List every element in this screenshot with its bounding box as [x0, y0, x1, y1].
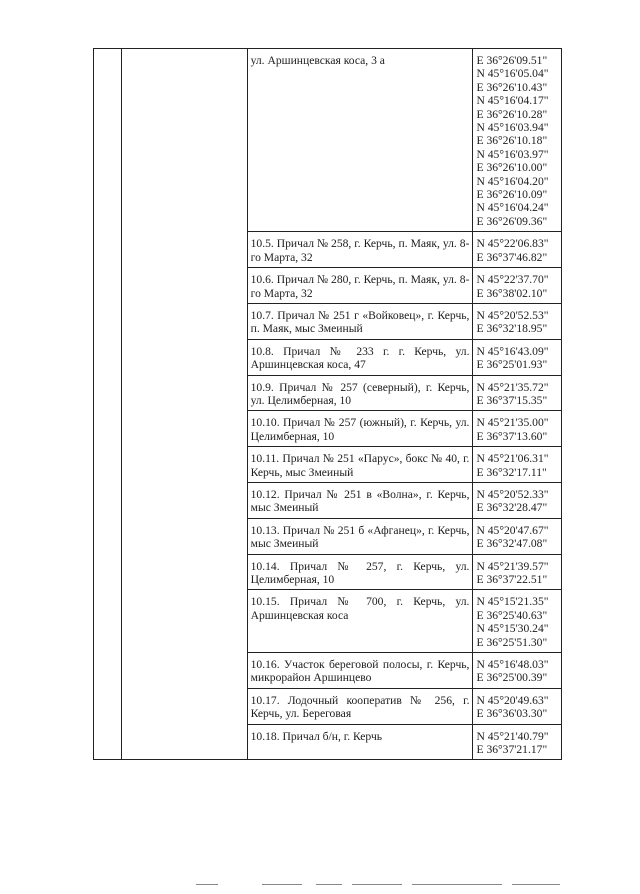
coordinate: E 36°37'21.17": [476, 743, 548, 757]
coordinate: E 36°36'03.30": [476, 707, 548, 721]
row-description-text: 10.16. Участок береговой полосы, г. Керчь, микрорайон Аршинцево: [250, 658, 470, 685]
coordinate: N 45°16'04.17": [476, 94, 549, 108]
row-coordinates: [473, 303, 562, 339]
row-coordinates: [473, 339, 562, 375]
row-coordinates: [473, 653, 562, 689]
coordinate: N 45°22'37.70": [476, 273, 549, 287]
row-description: [247, 411, 473, 447]
row-description-text: 10.18. Причал б/н, г. Керчь: [250, 729, 383, 743]
row-coordinates: [473, 482, 562, 518]
coordinate: E 36°25'51.30": [476, 635, 548, 649]
scan-artifact-line: [262, 884, 302, 885]
row-description-text: 10.9. Причал № 257 (северный), г. Керчь, ул. Целимберная, 10: [250, 380, 470, 407]
coordinate: E 36°38'02.10": [476, 286, 548, 300]
row-description-text: 10.7. Причал № 251 г «Войковец», г. Керчь, п. Маяк, мыс Змеиный: [250, 308, 470, 336]
row-coordinates: [473, 688, 562, 724]
row-coordinates: [473, 375, 562, 411]
row-coordinates: [473, 554, 562, 590]
coordinate: N 45°21'39.57": [476, 559, 549, 573]
row-coordinates: [473, 724, 562, 760]
row-description: [247, 339, 473, 375]
coordinate: E 36°26'10.43": [476, 80, 548, 94]
row-description-text: 10.5. Причал № 258, г. Керчь, п. Маяк, ул. 8-го Марта, 32: [250, 237, 470, 264]
coordinate: N 45°16'48.03": [476, 658, 549, 672]
row-description: [247, 554, 473, 590]
row-description-text: 10.13. Причал № 251 б «Афганец», г. Керчь, мыс Змеиный: [250, 523, 470, 551]
coordinate: E 36°26'09.36": [476, 214, 548, 228]
row-description: [247, 590, 473, 653]
row-description-text: 10.10. Причал № 257 (южный), г. Керчь, ул. Целимберная, 10: [250, 416, 470, 443]
coordinate: N 45°20'52.53": [476, 308, 549, 322]
coordinate: E 36°26'10.00": [476, 161, 548, 175]
empty-column-1: [94, 49, 122, 760]
coordinate: N 45°22'06.83": [476, 237, 549, 251]
coordinate: E 36°26'10.28": [476, 107, 548, 121]
coordinate: E 36°37'13.60": [476, 429, 548, 443]
scan-artifact-line: [352, 884, 402, 885]
row-description: [247, 303, 473, 339]
coordinate: N 45°16'05.04": [476, 67, 549, 81]
row-description-text: 10.14. Причал № 257, г. Керчь, ул. Целимберная, 10: [250, 559, 470, 586]
row-description: [247, 724, 473, 760]
row-coordinates: [473, 232, 562, 268]
row-description-text: 10.17. Лодочный кооператив № 256, г. Керчь, ул. Береговая: [250, 693, 470, 721]
coordinate: E 36°26'10.09": [476, 188, 548, 202]
coordinate: E 36°32'28.47": [476, 501, 548, 515]
coordinate: N 45°16'03.94": [476, 121, 549, 135]
row-coordinates: [473, 590, 562, 653]
coordinate: E 36°26'10.18": [476, 134, 548, 148]
table-row: [94, 49, 562, 232]
row-coordinates: [473, 49, 562, 232]
table-body: [94, 49, 562, 760]
row-description-text: 10.8. Причал № 233 г. г. Керчь, ул. Аршинцевская коса, 47: [250, 344, 470, 372]
coordinate: N 45°20'49.63": [476, 693, 549, 707]
scan-artifact-line: [512, 884, 560, 885]
row-description-text: 10.15. Причал № 700, г. Керчь, ул. Аршинцевская коса: [250, 595, 470, 622]
row-description: [247, 518, 473, 554]
row-description-text: 10.11. Причал № 251 «Парус», бокс № 40, г. Керчь, мыс Змеиный: [250, 452, 470, 479]
coordinate: N 45°20'52.33": [476, 487, 549, 501]
scan-artifact-line: [316, 884, 342, 885]
coordinate: N 45°15'30.24": [476, 622, 549, 636]
coordinate: E 36°26'09.51": [476, 54, 548, 67]
row-description: [247, 268, 473, 304]
coordinate: N 45°21'35.72": [476, 380, 549, 394]
coordinate: N 45°20'47.67": [476, 523, 549, 537]
row-description: [247, 447, 473, 483]
row-description-text: 10.6. Причал № 280, г. Керчь, п. Маяк, ул. 8-го Марта, 32: [250, 273, 470, 300]
row-coordinates: [473, 268, 562, 304]
coordinate: E 36°25'01.93": [476, 358, 548, 372]
coordinate: N 45°21'06.31": [476, 452, 549, 466]
coordinate: N 45°15'21.35": [476, 595, 549, 609]
coordinate: E 36°32'17.11": [476, 465, 547, 479]
coordinate: N 45°21'40.79": [476, 729, 549, 743]
row-coordinates: [473, 518, 562, 554]
row-description: [247, 653, 473, 689]
coordinate: N 45°16'03.97": [476, 147, 549, 161]
coordinate: N 45°16'04.20": [476, 174, 549, 188]
row-description: [247, 482, 473, 518]
coordinate: E 36°37'22.51": [476, 573, 548, 586]
coordinate: E 36°37'46.82": [476, 250, 548, 264]
coordinate: N 45°21'35.00": [476, 416, 549, 430]
row-coordinates: [473, 447, 562, 483]
coordinate: N 45°16'43.09": [476, 344, 549, 358]
row-description: [247, 375, 473, 411]
coordinate: E 36°37'15.35": [476, 393, 548, 407]
row-description: [247, 49, 473, 232]
scan-artifact-line: [412, 884, 502, 885]
row-description-text: ул. Аршинцевская коса, 3 а: [250, 54, 385, 67]
row-coordinates: [473, 411, 562, 447]
row-description: [247, 232, 473, 268]
row-description-text: 10.12. Причал № 251 в «Волна», г. Керчь, мыс Змеиный: [250, 487, 470, 515]
coordinates-table: [93, 48, 562, 760]
coordinate: E 36°25'00.39": [476, 671, 548, 685]
coordinate: N 45°16'04.24": [476, 201, 549, 215]
coordinate: E 36°32'18.95": [476, 322, 548, 336]
coordinate: E 36°25'40.63": [476, 608, 548, 622]
scan-artifact-line: [196, 884, 218, 885]
empty-column-2: [122, 49, 247, 760]
coordinate: E 36°32'47.08": [476, 537, 548, 551]
row-description: [247, 688, 473, 724]
